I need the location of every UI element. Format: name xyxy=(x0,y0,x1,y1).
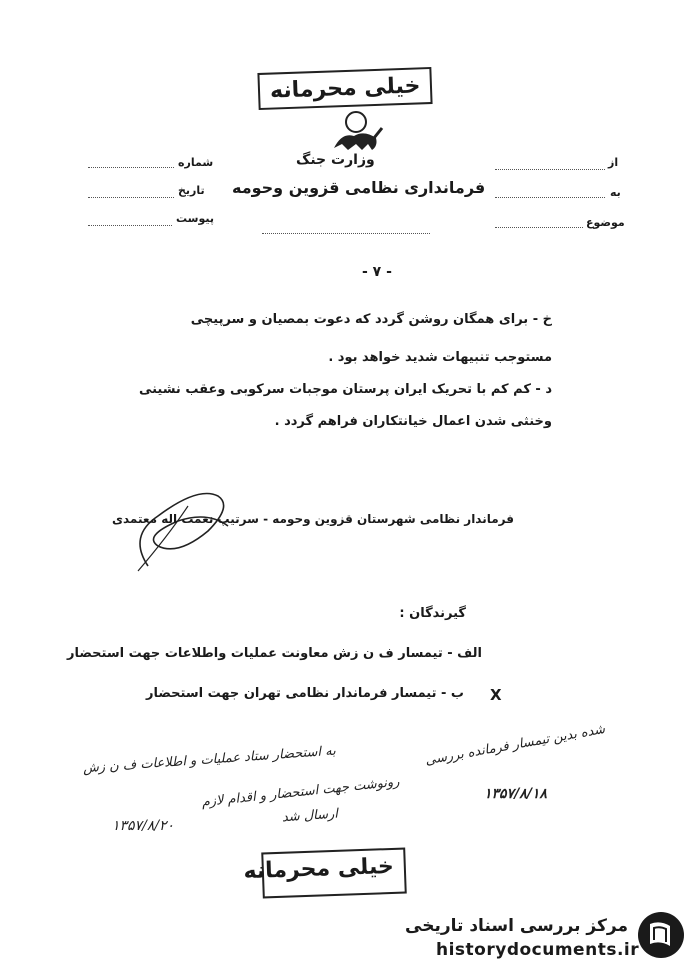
number-field-line xyxy=(88,166,174,168)
to-label: به xyxy=(610,186,621,199)
body-line-1: خ - برای همگان روشن گردد که دعوت بمصیان و سرپیچی xyxy=(190,312,552,327)
recipient-item-2: ب - تیمسار فرماندار نظامی تهران جهت استحضار xyxy=(145,686,464,701)
signature-scribble-icon xyxy=(118,476,248,576)
page-number: - ۷ - xyxy=(362,264,392,280)
handwritten-right-date: ۱۳۵۷/۸/۱۸ xyxy=(484,786,547,802)
attachment-field-line xyxy=(88,224,172,226)
top-classification-stamp: خیلی محرمانه xyxy=(257,67,433,110)
number-label: شماره xyxy=(178,156,214,169)
recipient-check-mark: X xyxy=(490,686,502,704)
signature-line: فرماندار نظامی شهرستان قزوین وحومه - سرتیپ نعمت اله معتمدی xyxy=(112,512,514,526)
footer-website: historydocuments.ir xyxy=(436,940,640,960)
recipient-item-1: الف - تیمسار ف ن زش معاونت عملیات واطلاعات جهت استحضار xyxy=(66,646,482,661)
footer-org-name: مرکز بررسی اسناد تاریخی xyxy=(405,916,628,936)
from-label: از xyxy=(608,156,619,169)
body-line-2: مستوجب تنبیهات شدید خواهد بود . xyxy=(328,350,552,365)
attachment-label: پیوست xyxy=(176,212,214,225)
office-title: فرمانداری نظامی قزوین وحومه xyxy=(232,178,486,197)
ministry-title: وزارت جنگ xyxy=(296,152,375,168)
handwritten-middle-note-1: رونوشت جهت استحضار و اقدام لازم xyxy=(201,774,401,811)
handwritten-middle-note-2: ارسال شد xyxy=(281,806,339,826)
handwritten-left-date: ۱۳۵۷/۸/۲۰ xyxy=(112,818,175,834)
date-label: تاریخ xyxy=(178,184,205,197)
archive-logo-icon xyxy=(636,910,686,960)
handwritten-left-note: به استحضار ستاد عملیات و اطلاعات ف ن زش xyxy=(82,743,337,777)
to-field-line xyxy=(495,196,605,198)
subject-field-line xyxy=(495,226,583,228)
body-line-3: د - کم کم با تحریک ایران پرستان موجبات سرکوبی وعقب نشینی xyxy=(138,382,552,397)
body-line-4: وخنثی شدن اعمال خیانتکاران فراهم گردد . xyxy=(274,414,552,429)
recipients-heading: گیرندگان : xyxy=(399,606,466,621)
handwritten-right-note: شده بدین تیمسار فرمانده بررسی xyxy=(424,721,607,769)
from-field-line xyxy=(495,168,605,170)
lion-and-sun-emblem-icon xyxy=(328,108,384,156)
bottom-classification-stamp: خیلی محرمانه xyxy=(261,848,407,899)
center-field-line xyxy=(262,232,430,234)
date-field-line xyxy=(88,196,174,198)
subject-label: موضوع xyxy=(586,216,625,229)
